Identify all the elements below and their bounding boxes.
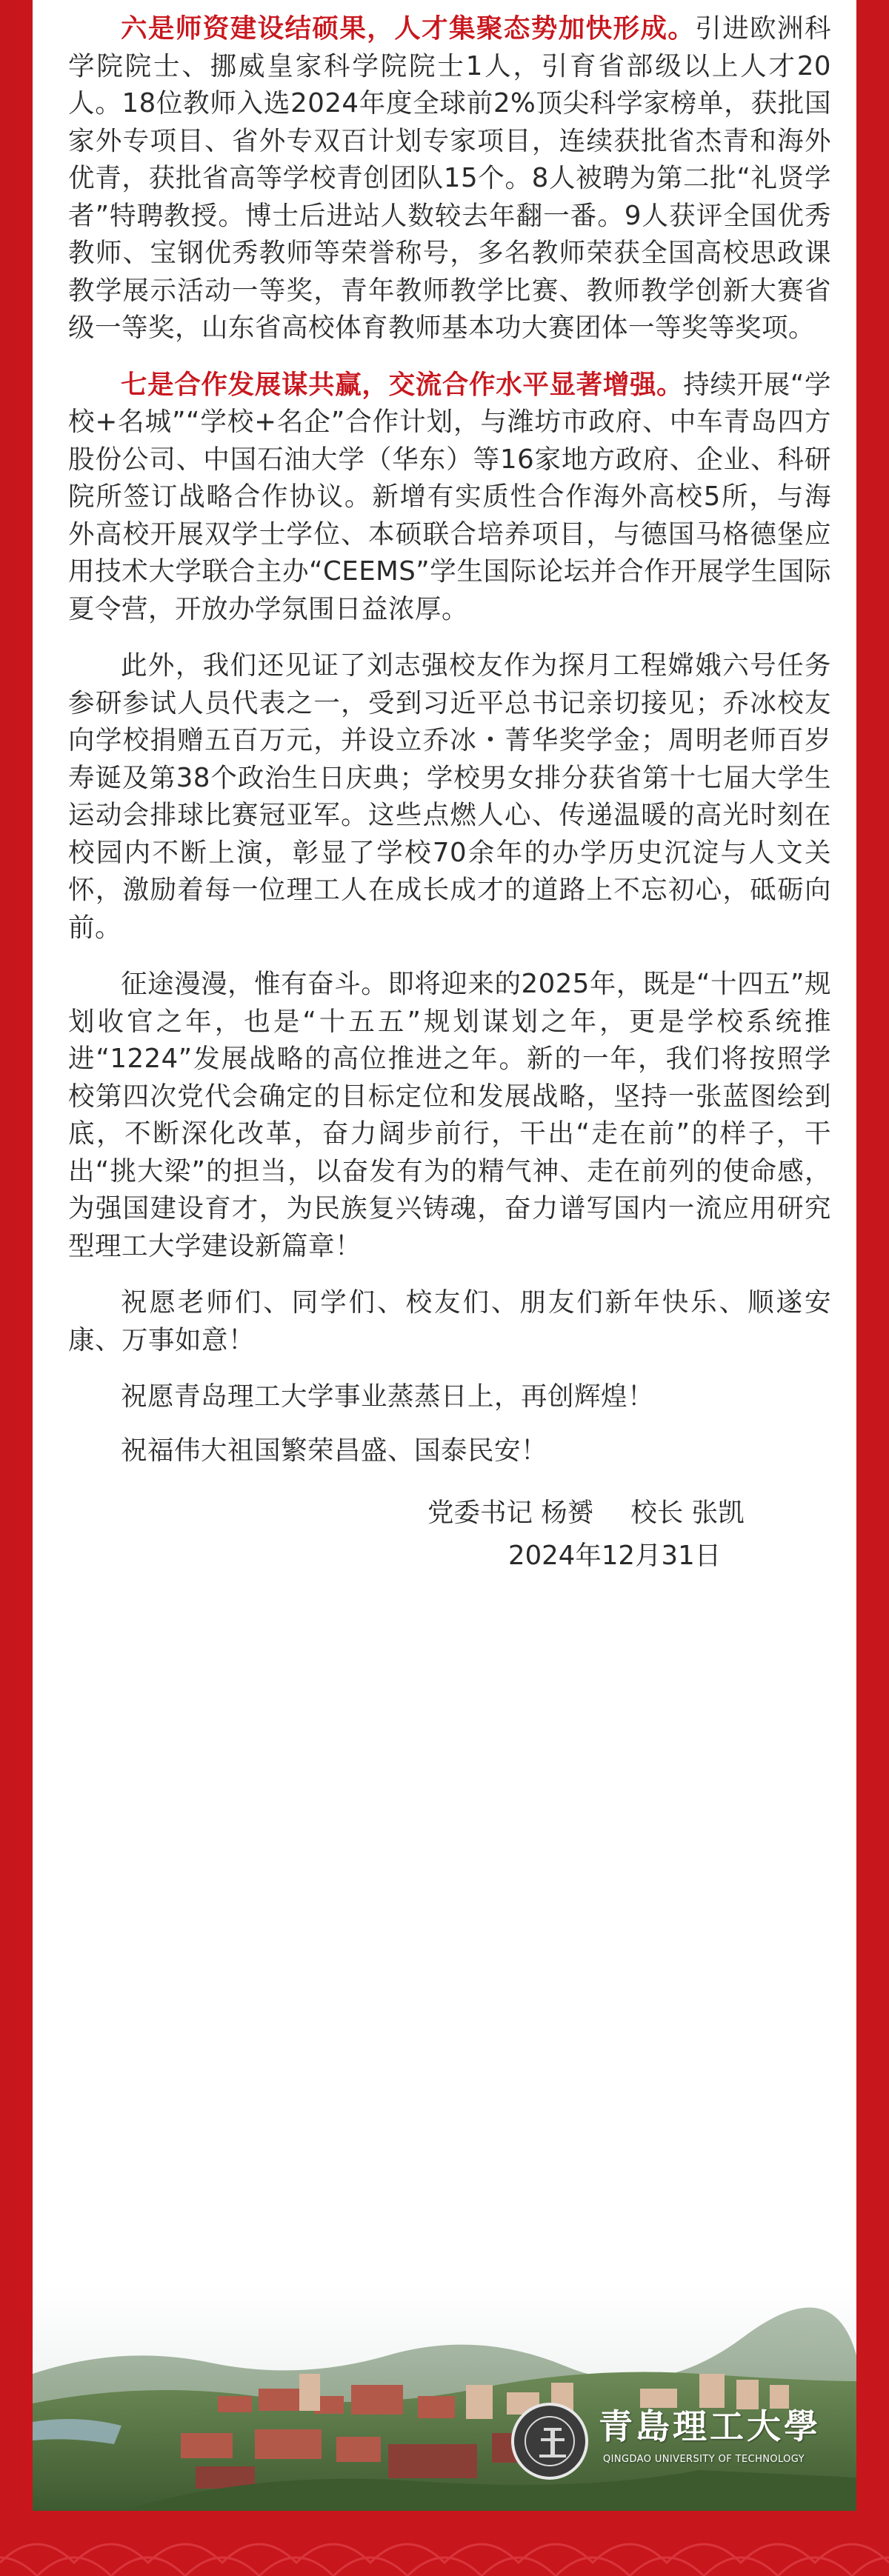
signature-secretary: 党委书记 杨赟 [427, 1498, 594, 1528]
cloud-pattern [0, 2511, 889, 2576]
paragraph-cooperation-text: 持续开展“学校+名城”“学校+名企”合作计划，与潍坊市政府、中车青岛四方股份公司、中国石油大学（华东）等16家地方政府、企业、科研院所签订战略合作协议。新增有实质性合作海外高校5所，与海外高校开展双学士学位、本硕联合培养项目，与德国马格德堡应用技术大学联合主办“CEEMS”学生国际论坛并合作开展学生国际夏令营，开放办学氛围日益浓厚。 [68, 369, 831, 624]
signature-names [68, 1495, 831, 1532]
university-seal-icon [511, 2403, 588, 2480]
paragraph-wish-country: 祝福伟大祖国繁荣昌盛、国泰民安！ [121, 1435, 548, 1466]
bottom-ornament-band [0, 2511, 889, 2576]
article-body [68, 10, 831, 1575]
paragraph-wish-university: 祝愿青岛理工大学事业蒸蒸日上，再创辉煌！ [121, 1381, 655, 1412]
signature-block [68, 1495, 831, 1575]
paragraph-outlook: 征途漫漫，惟有奋斗。即将迎来的2025年，既是“十四五”规划收官之年，也是“十五五”规划谋划之年，更是学校系统推进“1224”发展战略的高位推进之年。新的一年，我们将按照学校第四次党代会确定的目标定位和发展战略，坚持一张蓝图绘到底，不断深化改革，奋力阔步前行，干出“走在前”的样子，干出“挑大梁”的担当，以奋发有为的精气神、走在前列的使命感，为强国建设育才，为民族复兴铸魂，奋力谱写国内一流应用研究型理工大学建设新篇章！ [68, 969, 831, 1261]
paragraph-faculty-heading: 六是师资建设结硕果，人才集聚态势加快形成。 [121, 13, 696, 44]
logo-chinese-name: 青島理工大學 [599, 2406, 821, 2446]
paragraph-faculty-text: 引进欧洲科学院院士、挪威皇家科学院院士1人，引育省部级以上人才20人。18位教师入选2024年度全球前2%顶尖科学家榜单，获批国家外专项目、省外专双百计划专家项目，连续获批省杰青和海外优青，获批省高等学校青创团队15个。8人被聘为第二批“礼贤学者”特聘教授。博士后进站人数较去年翻一番。9人获评全国优秀教师、宝钢优秀教师等荣誉称号，多名教师荣获全国高校思政课教学展示活动一等奖，青年教师教学比赛、教师教学创新大赛省级一等奖，山东省高校体育教师基本功大赛团体一等奖等奖项。 [68, 13, 831, 343]
university-logo [511, 2400, 837, 2489]
paragraph-highlights: 此外，我们还见证了刘志强校友作为探月工程嫦娥六号任务参研参试人员代表之一，受到习近平总书记亲切接见；乔冰校友向学校捐赠五百万元，并设立乔冰・菁华奖学金；周明老师百岁寿诞及第38个政治生日庆典；学校男女排分获省第十七届大学生运动会排球比赛冠亚军。这些点燃人心、传递温暖的高光时刻在校园内不断上演，彰显了学校70余年的办学历史沉淀与人文关怀，激励着每一位理工人在成长成才的道路上不忘初心，砥砺向前。 [68, 650, 831, 943]
logo-english-name: QINGDAO UNIVERSITY OF TECHNOLOGY [603, 2454, 805, 2465]
paragraph-cooperation-heading: 七是合作发展谋共赢，交流合作水平显著增强。 [121, 369, 684, 400]
signature-president: 校长 张凯 [630, 1498, 745, 1528]
paragraph-greeting: 祝愿老师们、同学们、校友们、朋友们新年快乐、顺遂安康、万事如意！ [68, 1287, 831, 1355]
paragraph-cooperation [68, 367, 831, 629]
signature-date: 2024年12月31日 [508, 1541, 722, 1571]
paragraph-faculty [68, 10, 831, 347]
